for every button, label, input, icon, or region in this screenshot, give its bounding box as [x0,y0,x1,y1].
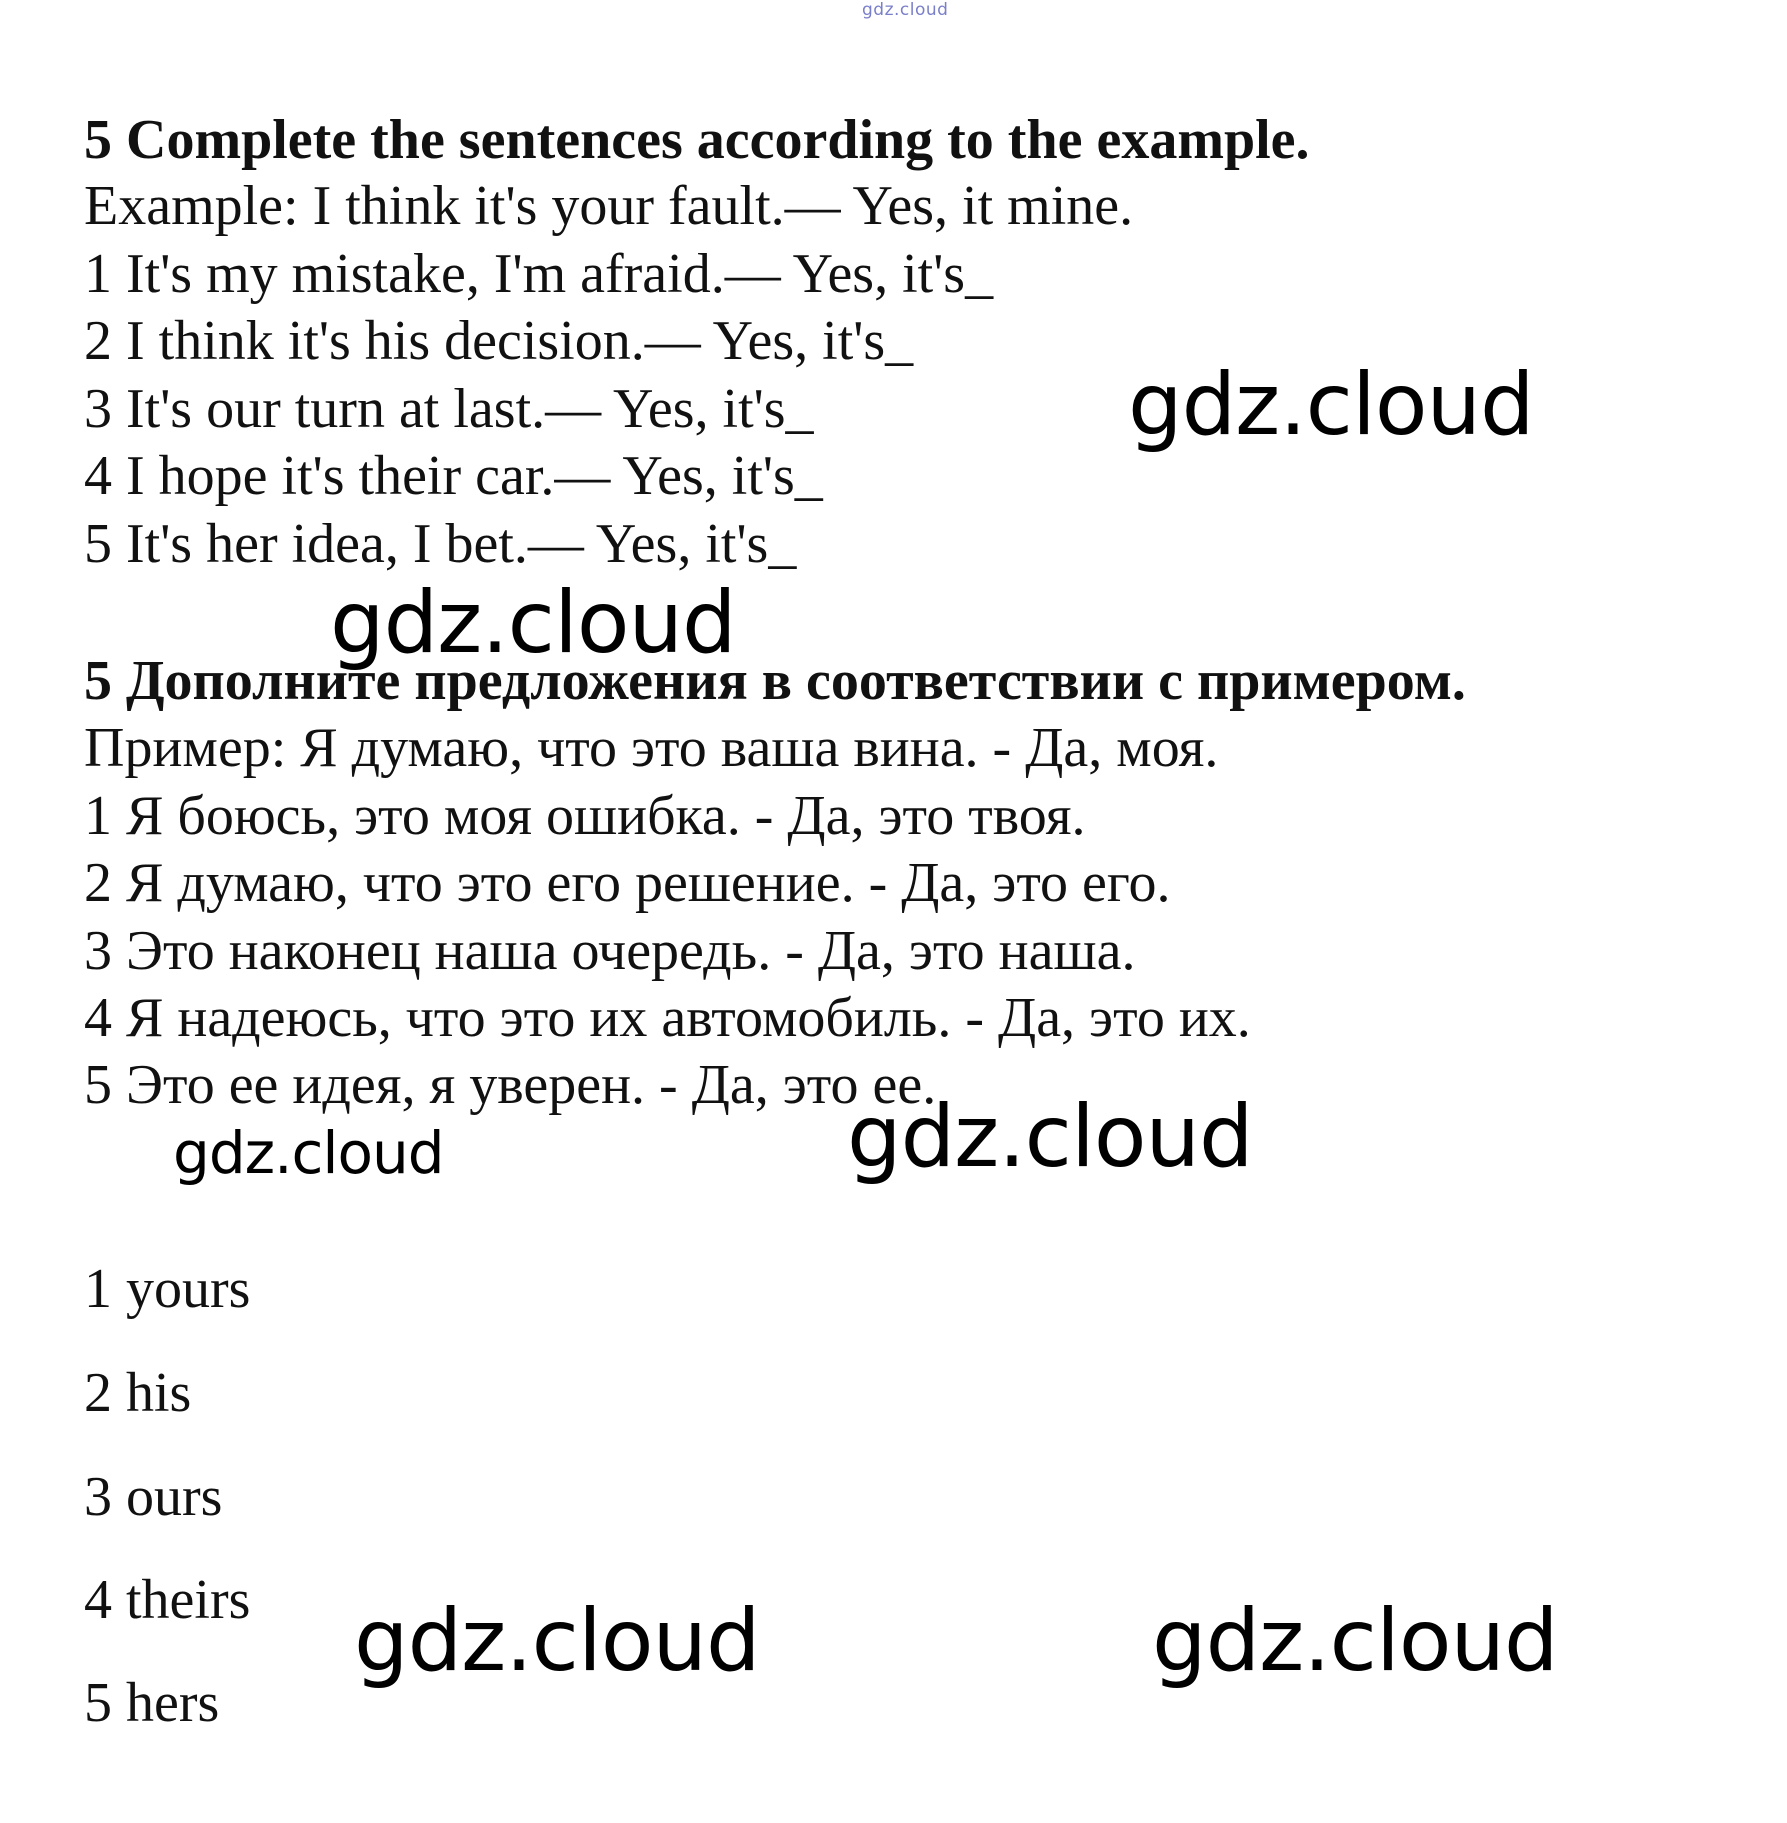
exercise-item-en: 3 It's our turn at last.— Yes, it's_ [84,378,814,440]
exercise-item-en: 4 I hope it's their car.— Yes, it's_ [84,445,823,507]
exercise-item-ru: 4 Я надеюсь, что это их автомобиль. - Да, это их. [84,987,1251,1049]
example-en: Example: I think it's your fault.— Yes, it mine. [84,175,1134,237]
exercise-item-en: 1 It's my mistake, I'm afraid.— Yes, it's_ [84,243,994,305]
exercise-item-ru: 5 Это ее идея, я уверен. - Да, это ее. [84,1054,937,1116]
answer-item: 4 theirs [84,1569,251,1631]
exercise-heading-ru: 5 Дополните предложения в соответствии с примером. [84,650,1466,712]
watermark: gdz.cloud [173,1119,444,1187]
watermark: gdz.cloud [1128,355,1534,455]
exercise-heading-en: 5 Complete the sentences according to the example. [84,109,1310,171]
watermark: gdz.cloud [354,1591,760,1691]
top-watermark: gdz.cloud [862,0,949,20]
example-ru: Пример: Я думаю, что это ваша вина. - Да, моя. [84,717,1219,779]
exercise-item-ru: 2 Я думаю, что это его решение. - Да, это его. [84,852,1171,914]
answer-item: 5 hers [84,1672,220,1734]
answer-item: 2 his [84,1362,192,1424]
watermark: gdz.cloud [1152,1591,1558,1691]
watermark: gdz.cloud [330,573,736,673]
watermark: gdz.cloud [847,1087,1253,1187]
exercise-item-ru: 3 Это наконец наша очередь. - Да, это наша. [84,920,1136,982]
exercise-item-en: 2 I think it's his decision.— Yes, it's_ [84,310,914,372]
answer-item: 3 ours [84,1466,223,1528]
exercise-item-ru: 1 Я боюсь, это моя ошибка. - Да, это твоя. [84,785,1086,847]
answer-item: 1 yours [84,1258,251,1320]
exercise-item-en: 5 It's her idea, I bet.— Yes, it's_ [84,513,797,575]
